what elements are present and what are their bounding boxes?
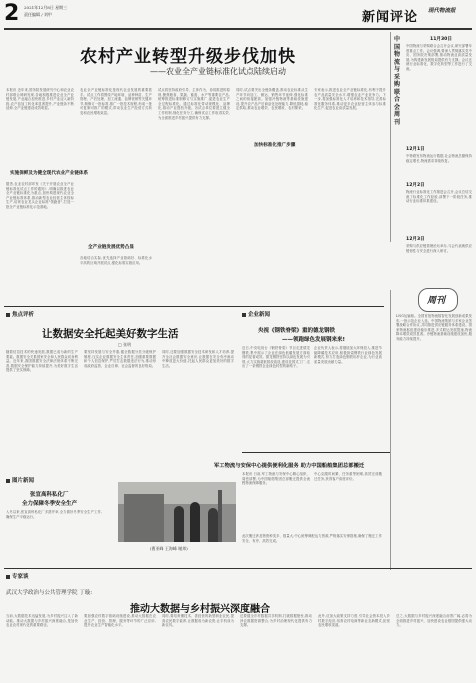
data-security-title: 让数据安全托起美好数字生活	[42, 328, 179, 340]
weekly-body: LNG运输船。全国首批物流数智化发展创新成果发布,一批示范企业入选。中国物流集团与多家企业签署战略合作协议,共同推进供应链服务体系建设。国家物流枢纽建设稳步推进,多式联运发展提速,物流降本增效成效显著。冷链物流基础设施建设加快,服务能力持续提升。	[396, 314, 472, 341]
section-image-news: 图片新闻	[6, 476, 34, 484]
sidebar-date-1: 11月30日	[430, 37, 452, 42]
masthead	[0, 0, 476, 30]
data-security-body: 同时,还要加强数据安全技术研发和人才培养,提升全社会数据安全意识,让数据在安全有序流动中释放更大价值,托起人民群众更加美好的数字生活。	[162, 350, 234, 368]
section-focus: 焦点评析	[6, 310, 34, 318]
editor-line: 责任编辑 / 刘甲	[24, 12, 52, 17]
section-enterprise: 企业新闻	[242, 310, 270, 318]
lead-subhead-3: 加快标准化推广步骤	[254, 143, 296, 148]
photo-caption-2: 全力保障冬季安全生产	[22, 501, 78, 507]
photo-person	[174, 506, 184, 542]
bottom-body: 总之,大数据与乡村振兴深度融合前景广阔,必将为全面推进乡村振兴、加快建设农业强国提供强大动力。	[396, 614, 472, 628]
weekly-badge	[418, 288, 458, 312]
paper-logo: 现代物流报	[428, 8, 456, 14]
lead-title: 农村产业转型升级步伐加快	[80, 47, 296, 67]
weekly-divider	[390, 290, 391, 570]
data-security-body: 要坚持发展与安全并重,健全数据分类分级保护制度,压实企业数据安全主体责任,加强重要数据和个人信息保护,严厉打击数据违法行为,推动形成政府监管、企业自律、社会监督的良好格局。	[84, 350, 156, 368]
section-rule	[4, 306, 384, 307]
green-body: 近日,中央电视台《钢铁脊梁》节目走进德龙钢铁,集中展示了企业在绿色低碳发展方面取得的显著成效。德龙钢铁坚持以绿色发展为引领,大力实施超低排放改造,建设花园式工厂,走出了一条钢铁企业绿色转型的新路子。	[242, 346, 310, 369]
bottom-title: 推动大数据与乡村振兴深度融合	[130, 604, 270, 615]
masthead-rule	[4, 28, 472, 30]
sidebar-body: 中物联发布物流运行数据,社会物流总额保持稳定增长,物流需求持续恢复。	[406, 154, 472, 163]
military-title: 军工物流与安保中心提供便利化服务 助力中国船舶集团总部搬迁	[214, 463, 365, 469]
weekly-label: 周刊	[427, 296, 446, 306]
lead-body: 试点将坚持政府引导、主体作为、协同推进的原则,聚焦粮食、果蔬、畜禽、水产等重要农产品,统筹推进标准制修订与实施推广,促进农业生产全过程标准化。通过标准化带动规模化、品牌化,推动产业提档升级。各试点单位要建立健全工作机制,细化任务分工,确保试点工作取得实效,为全面推进乡村振兴提供有力支撑。	[158, 88, 230, 120]
data-security-byline: □ 张明	[118, 342, 132, 347]
photo-person	[208, 508, 218, 542]
sidebar-date-4: 12月3日	[406, 237, 425, 242]
lead-body: 同时,试点要突出全链条覆盖,推动农业标准从生产环节向加工、储运、销售环节延伸,强化标准之间的衔接配套。加强冷链物流等基础设施建设,提升农产品产后商品化处理能力,降低损耗,稳定供给,推动农业增效、农民增收、农村繁荣。	[236, 88, 308, 111]
photo-person	[190, 502, 200, 542]
sidebar-body: 物流行业标准化工作推进会召开,会议总结交流了标准化工作经验,部署下一阶段任务,推动行业标准体系建设。	[406, 190, 472, 204]
page-number: 2	[4, 1, 20, 26]
photo-news-body: 入冬以来,张宣高科私化厂多措并举,全力做好冬季安全生产工作,确保生产平稳运行。	[6, 510, 102, 519]
section-title: 新闻评论	[362, 10, 419, 25]
bottom-body: 还要健全乡村数据共享机制,打破数据壁垒,推动涉农数据资源整合,为乡村治理现代化提供有力支撑。	[240, 614, 312, 628]
bottom-header: 武汉大学政治与公共管理学院 丁璇:	[6, 590, 93, 596]
data-security-body: 随着信息技术的快速发展,数据已成为新的生产要素。数据安全关系国家安全和人民群众切身利益。近年来,我国数据安全法律法规体系不断完善,数据安全保护能力持续提升,为美好数字生活提供了坚实保障。	[6, 350, 78, 373]
green-body: 企业负责人表示,将继续加大环保投入,推进节能降碳技术应用,积极探索钢铁行业绿色发展新模式,努力打造绿色钢铁标杆企业,为行业高质量发展贡献力量。	[314, 346, 382, 364]
photo-pipe	[218, 490, 222, 542]
military-rule	[242, 452, 390, 453]
bottom-body: 同时,要培育懂技术、善经营的新型职业农民,提高农民数字素养,让数据成为新农资,让手机成为新农具。	[162, 614, 234, 628]
sidebar-label: 中国物流与采购联合会周刊	[394, 36, 401, 126]
sidebar-divider	[390, 32, 391, 242]
lead-subhead-4: 全产业链发展优势凸显	[88, 245, 134, 250]
date-line: 2021年12月8日 星期三	[24, 5, 68, 10]
green-sub: ——领跑绿色发展钢来来!	[282, 337, 346, 343]
bottom-body: 要加强农村数字基础设施建设,推动大数据在农业生产、经营、管理、服务等环节的广泛应用,提升农业生产智能化水平。	[84, 614, 156, 628]
bottom-body: 此外,应加大政策支持力度,引导社会资本投入乡村数字经济,培育农村电商等新业态新模式,拓宽农民增收渠道。	[318, 614, 390, 628]
lead-body: 本报讯 近年来,国务院发展研究中心和农业农村部联合调研发现,各地积极推进农业全产业链发展,产业融合加快推进,乡村产业迈入新阶段,农产品加工转化率显著提升,产业链条不断延伸,全产业链建设成效明显。	[6, 88, 74, 111]
bottom-body: 当前,大数据技术迅猛发展,为乡村振兴注入了新动能。推动大数据与乡村振兴深度融合,是加快农业农村现代化的重要路径。	[6, 614, 78, 628]
military-body: 本报讯 日前,军工物流与安保中心精心组织、周密部署,为中国船舶集团总部搬迁提供全流程物流保障服务。	[242, 472, 310, 486]
lead-body: 据悉,农业农村部印发《关于开展农业全产业链标准化试点工作的通知》,明确以推进农业全产业链标准化为重点,加快构建现代农业全产业链标准体系,推动新型农业经营主体按标生产,培育农业龙头企业标准"领跑者",打造一批全产业链标准化示范基地。	[6, 182, 74, 209]
photo-caption-1: 张宣高科私化厂	[30, 492, 69, 498]
lead-body: 各地结合实际,优先选择产业基础好、标准化水平高的区域开展试点,强化标准实施应用。	[80, 256, 152, 265]
lead-subhead-1: 实施保鲜及为健全现代农业产业链体系	[10, 171, 89, 176]
military-body: 中心克服时间紧、任务重等困难,高效完成搬迁任务,获得客户高度评价。	[314, 472, 382, 481]
lead-body: 专家表示,推进农业全产业链标准化,有利于提升农产品质量安全水平,增强农业产业竞争力。下一步,将加强标准化人才培养和技术指导,完善标准化服务体系,推动更多农业经营主体参与标准化生产,促进农业高质量发展。	[314, 88, 386, 111]
sidebar-date-3: 12月2日	[406, 183, 425, 188]
photo-structure	[124, 494, 164, 542]
sidebar-date-2: 12月1日	[406, 147, 425, 152]
expert-rule	[4, 568, 472, 569]
news-photo	[118, 482, 236, 542]
section-expert: 专家谈	[6, 572, 29, 580]
lead-body: 农业全产业链标准化是现代农业发展的重要抓手。试点工作将围绕产地环境、品种种苗、生产管理、产后处理、加工流通、品牌营销等关键环节,制修订一批标准,推广一批技术规程,形成一批可复制可推广的模式,带动农业生产经营方式转变和农民增收致富。	[80, 88, 152, 115]
lead-subtitle: ——农业全产业链标准化试点陆续启动	[150, 67, 286, 76]
sidebar-body: 采购与供应链管理论坛举办,与会代表就供应链韧性与安全进行深入研讨。	[406, 244, 472, 253]
military-body: 此次搬迁涉及物资种类多、数量大,中心统筹调配运力资源,严格落实安保措施,确保了搬迁工作安全、有序、高效完成。	[242, 534, 382, 543]
green-title: 央视《钢铁脊梁》重的德龙钢铁	[258, 328, 336, 334]
photo-credit: (曹亚峰 王海峰 谢邦)	[150, 546, 188, 551]
sidebar-body: 中国物流与采购联合会召开会议,研究部署年度重点工作。会议强调,要深入贯彻落实党中央、国务院决策部署,推动物流业高质量发展,为构建新发展格局提供有力支撑。会议还就行业标准化、数字化转型等工作进行了交流。	[406, 44, 472, 71]
